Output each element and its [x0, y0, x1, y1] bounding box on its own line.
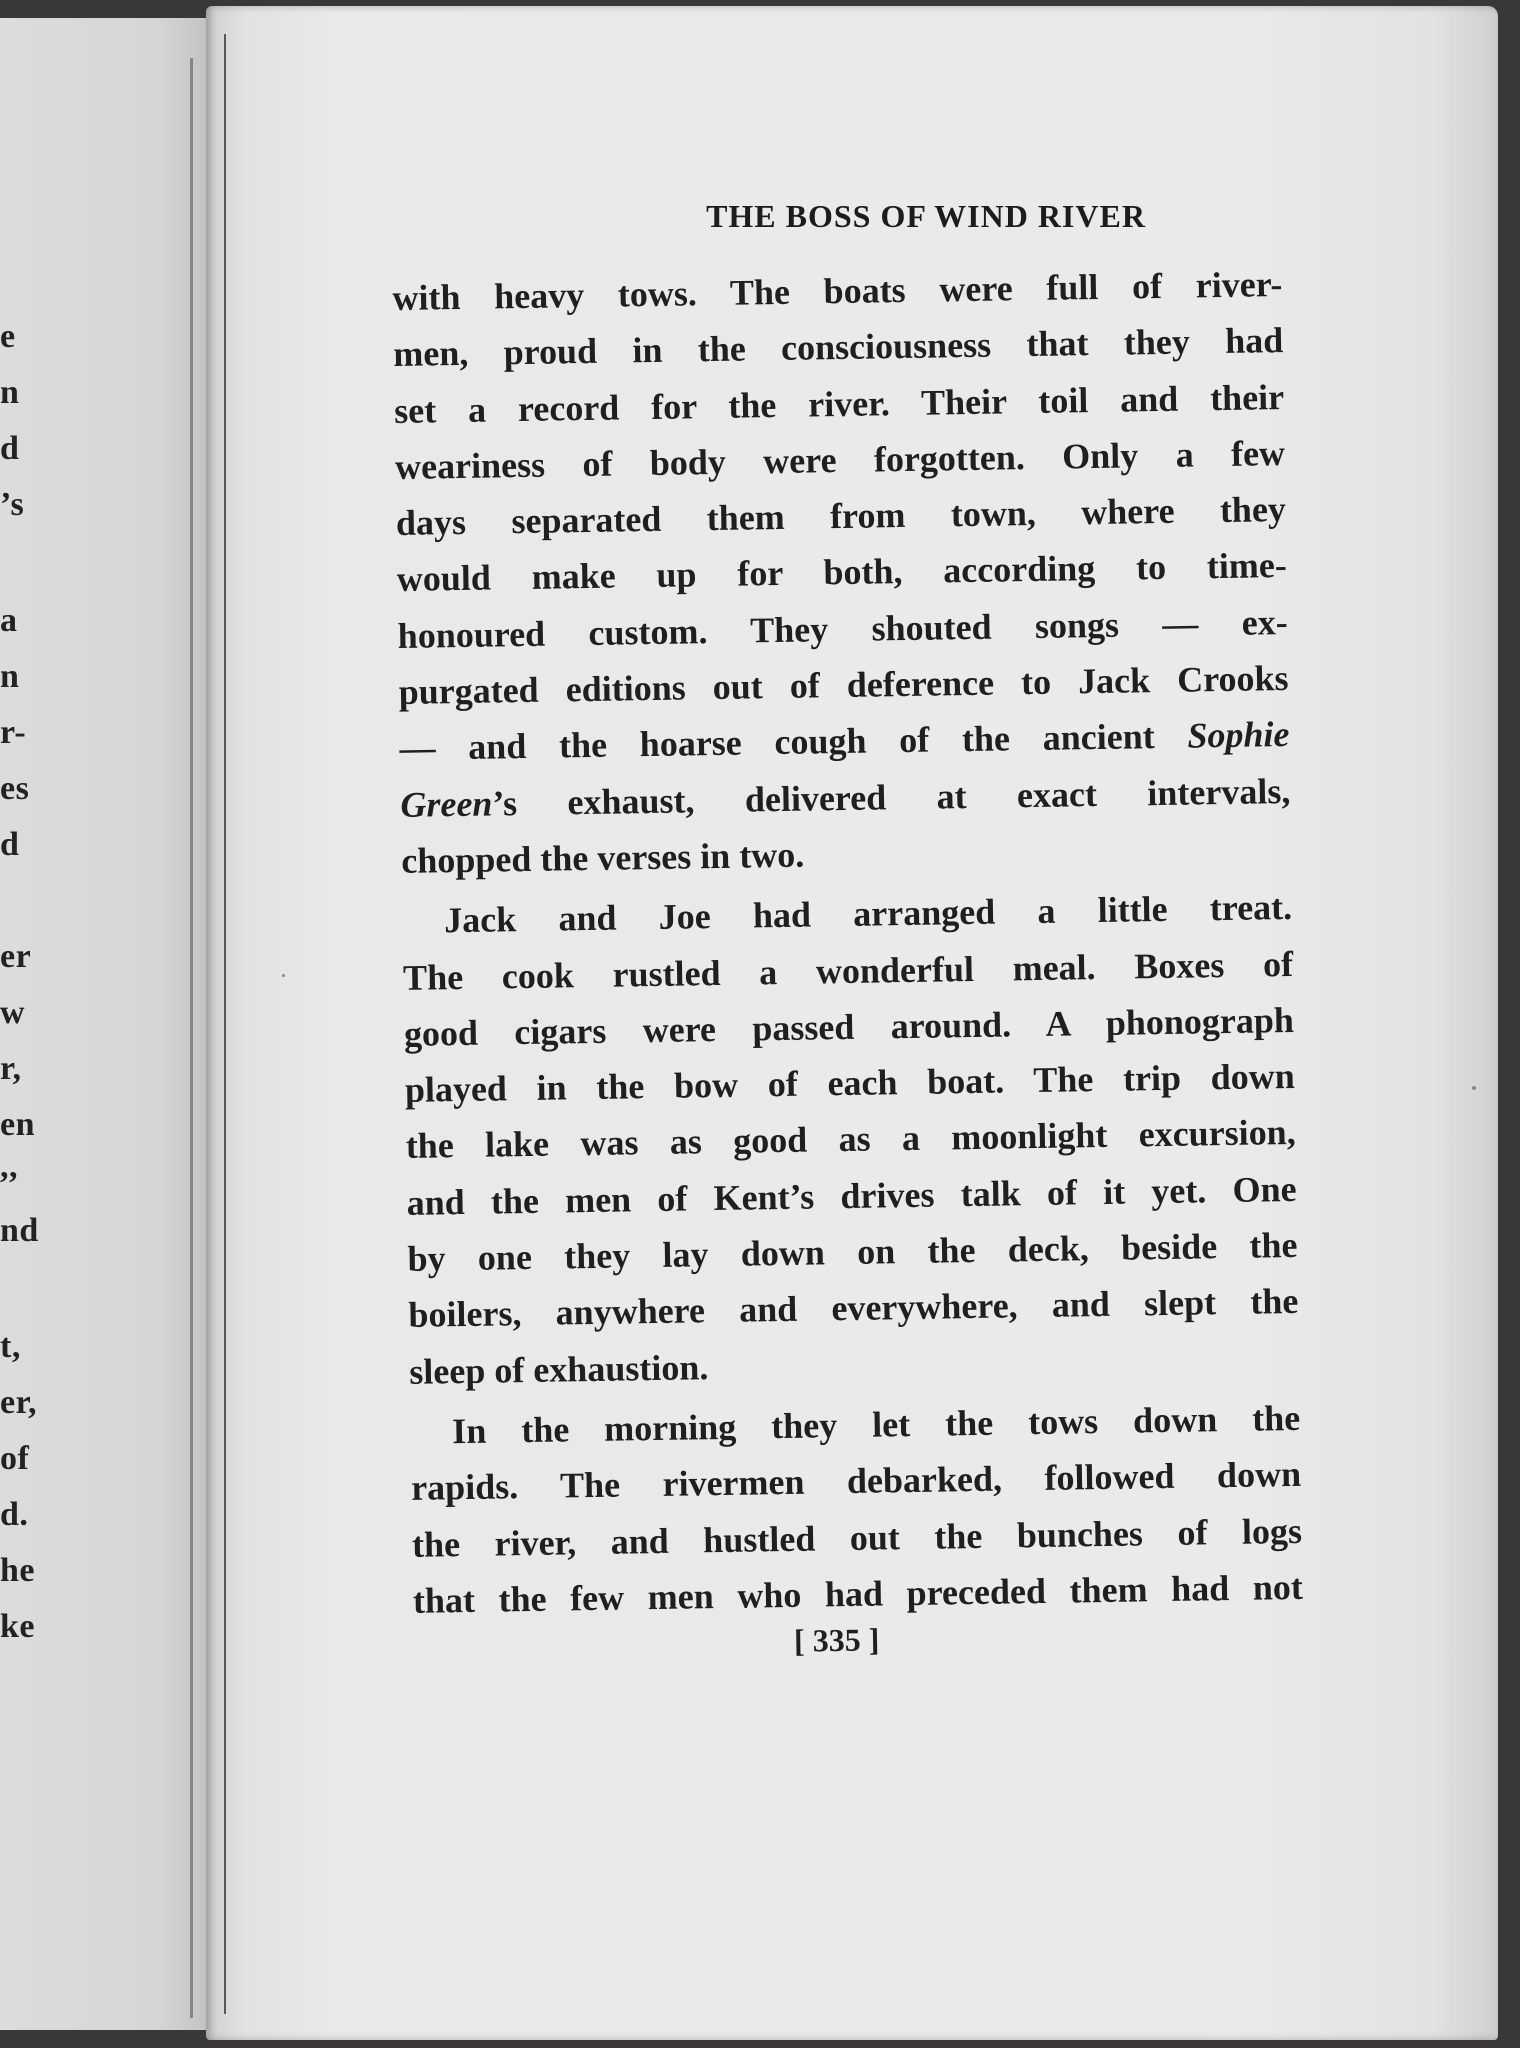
running-head: THE BOSS OF WIND RIVER — [706, 198, 1146, 234]
paper-speck — [282, 974, 285, 977]
left-page-fragment: d — [0, 430, 20, 467]
paragraph — [392, 256, 1292, 889]
left-page-fragment: en — [0, 1106, 35, 1143]
left-page-fragment: r- — [0, 714, 27, 751]
paper-speck — [1472, 1086, 1476, 1090]
text-line: days separated them from town, where they — [395, 489, 1287, 544]
text-line: boilers, anywhere and everywhere, and slept the — [408, 1281, 1299, 1336]
text-line: set a record for the river. Their toil and their — [393, 376, 1285, 431]
body-text — [392, 256, 1303, 1629]
right-page — [206, 6, 1498, 2040]
text-line: that the few men who had preceded them had not — [412, 1566, 1304, 1621]
italic-boat-name: Green — [400, 783, 493, 825]
left-page-fragment: of — [0, 1440, 30, 1477]
text-line: men, proud in the consciousness that they had — [393, 320, 1284, 375]
text-line: by one they lay down on the deck, beside the — [407, 1224, 1298, 1279]
left-page-fragment: d. — [0, 1496, 29, 1533]
text-line: chopped the verses in two. — [400, 834, 805, 881]
left-page-fragment: n — [0, 658, 20, 695]
text-line: played in the bow of each boat. The trip down — [404, 1056, 1296, 1111]
left-page-fragment: es — [0, 770, 30, 807]
text-line: and the men of Kent’s drives talk of it yet. One — [406, 1168, 1297, 1223]
left-page-fragment: e — [0, 318, 16, 355]
text-line-segment: — and the hoarse cough of the ancient — [399, 715, 1188, 769]
left-page-fragment: t, — [0, 1328, 21, 1365]
page-number: [ 335 ] — [793, 1621, 880, 1659]
text-line: Jack and Joe had arranged a little treat. — [443, 887, 1293, 941]
text-line: purgated editions out of deference to Jack Crooks — [398, 658, 1289, 713]
text-line: the river, and hustled out the bunches of logs — [411, 1510, 1303, 1565]
text-line: good cigars were passed around. A phonograph — [403, 999, 1295, 1054]
text-line-segment: ’s exhaust, delivered at exact intervals, — [492, 770, 1291, 824]
left-page-fragment: r, — [0, 1050, 22, 1087]
italic-boat-name: Sophie — [1187, 714, 1290, 756]
text-line: the lake was as good as a moonlight excursion, — [405, 1112, 1296, 1167]
text-line: sleep of exhaustion. — [408, 1346, 709, 1392]
left-page-fragment: w — [0, 994, 26, 1031]
left-page-fragment: d — [0, 826, 20, 863]
page-edge-line — [190, 58, 193, 2018]
text-line: weariness of body were forgotten. Only a few — [394, 432, 1286, 487]
paragraph — [410, 1390, 1303, 1629]
left-page-fragment: n — [0, 374, 20, 411]
page-edge-line — [224, 34, 226, 2014]
text-line: The cook rustled a wonderful meal. Boxes of — [402, 943, 1294, 998]
left-page-fragment: he — [0, 1552, 35, 1589]
left-page-fragment: nd — [0, 1212, 39, 1249]
left-page-fragment: a — [0, 602, 18, 639]
paragraph — [402, 879, 1300, 1400]
left-page-fragment: ,, — [0, 1148, 18, 1185]
left-page-fragment: er, — [0, 1384, 38, 1421]
text-line: with heavy tows. The boats were full of river- — [392, 264, 1283, 318]
text-line: In the morning they let the tows down the — [451, 1397, 1301, 1452]
left-page-fragment: er — [0, 938, 32, 975]
left-page-fragment: ’s — [0, 486, 25, 523]
text-line: honoured custom. They shouted songs — ex- — [397, 601, 1288, 656]
left-page-fragment: ke — [0, 1608, 35, 1645]
text-line: would make up for both, according to time- — [396, 545, 1288, 600]
text-line: rapids. The rivermen debarked, followed down — [410, 1454, 1302, 1509]
left-facing-page — [0, 18, 222, 2030]
